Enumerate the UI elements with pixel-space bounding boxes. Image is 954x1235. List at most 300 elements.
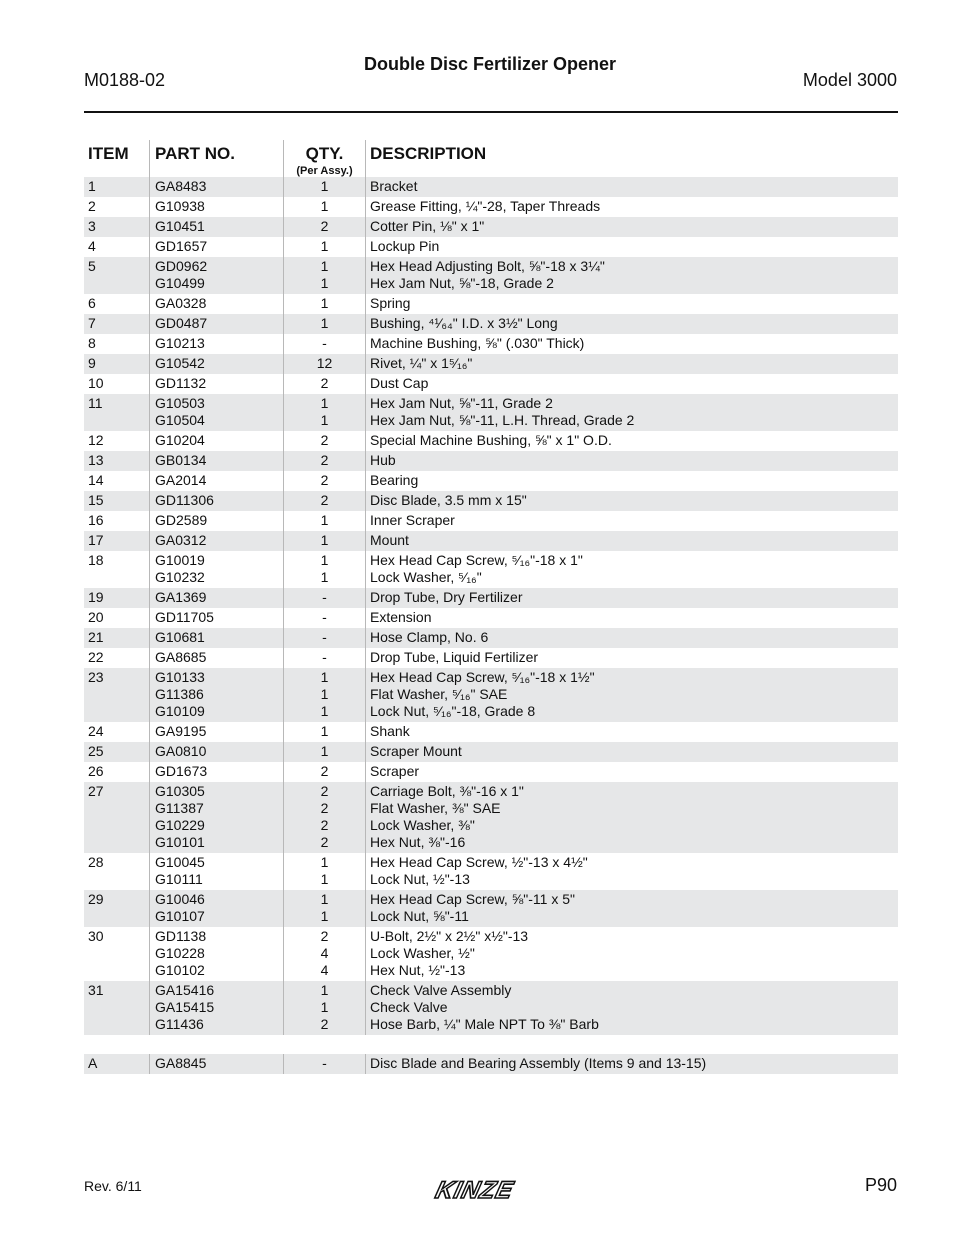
description-cell <box>365 551 898 588</box>
item-cell <box>84 853 149 890</box>
part-no-cell-line: GA15416 <box>155 982 215 998</box>
description-cell-line: Disc Blade and Bearing Assembly (Items 9 and 13-15) <box>370 1055 707 1071</box>
description-cell <box>365 237 898 257</box>
item-cell <box>84 608 149 628</box>
part-no-cell <box>149 782 283 853</box>
table-row <box>84 762 898 782</box>
part-no-cell-line: G10504 <box>155 412 205 428</box>
item-cell-line: 14 <box>88 472 104 488</box>
description-cell-line: Bushing, ⁴¹⁄₆₄" I.D. x 3½" Long <box>370 315 558 331</box>
page-number: P90 <box>864 1175 897 1195</box>
description-cell-line: Inner Scraper <box>370 512 455 528</box>
table-row <box>84 431 898 451</box>
part-no-cell-line: GD1132 <box>155 375 207 391</box>
qty-cell-line: 2 <box>320 817 329 833</box>
description-cell-line: Hose Barb, ¼" Male NPT To ⅜" Barb <box>370 1016 599 1032</box>
description-cell <box>365 374 898 394</box>
table-row <box>84 853 898 890</box>
description-cell-line: Check Valve Assembly <box>370 982 512 998</box>
item-cell-line: 1 <box>88 178 96 194</box>
part-no-cell-line: GA8685 <box>155 649 207 665</box>
qty-cell-line: 1 <box>320 552 329 568</box>
item-cell <box>84 722 149 742</box>
table-row <box>84 1054 898 1074</box>
part-no-cell <box>149 294 283 314</box>
table-row <box>84 927 898 981</box>
description-cell-line: Flat Washer, ⁵⁄₁₆" SAE <box>370 686 508 702</box>
header-rule <box>84 111 898 113</box>
qty-cell <box>283 853 365 890</box>
table-row <box>84 314 898 334</box>
description-cell <box>365 197 898 217</box>
part-no-cell-line: G10232 <box>155 569 205 585</box>
part-no-cell-line: G10305 <box>155 783 205 799</box>
table-row <box>84 511 898 531</box>
part-no-cell <box>149 722 283 742</box>
table-row <box>84 354 898 374</box>
item-cell-line: 15 <box>88 492 104 508</box>
part-no-cell <box>149 762 283 782</box>
item-cell-line: 29 <box>88 891 104 907</box>
item-cell-line: 31 <box>88 982 104 998</box>
description-cell-line: Cotter Pin, ⅛" x 1" <box>370 218 485 234</box>
description-cell-line: Hex Head Cap Screw, ½"-13 x 4½" <box>370 854 588 870</box>
table-row <box>84 551 898 588</box>
description-cell-line: U-Bolt, 2½" x 2½" x½"-13 <box>370 928 529 944</box>
table-row <box>84 531 898 551</box>
part-no-cell <box>149 588 283 608</box>
description-cell <box>365 722 898 742</box>
description-cell-line: Machine Bushing, ⅝" (.030" Thick) <box>370 335 585 351</box>
description-cell-line: Hex Jam Nut, ⅝"-11, Grade 2 <box>370 395 553 411</box>
part-no-cell-line: GD11705 <box>155 609 214 625</box>
part-no-cell <box>149 531 283 551</box>
part-no-cell-line: GA9195 <box>155 723 207 739</box>
qty-cell-line: 1 <box>320 891 329 907</box>
table-row <box>84 471 898 491</box>
part-no-cell-line: GA0328 <box>155 295 207 311</box>
part-no-cell <box>149 742 283 762</box>
table-row <box>84 722 898 742</box>
part-no-cell-line: G10204 <box>155 432 205 448</box>
qty-cell-line: 1 <box>320 743 329 759</box>
item-cell <box>84 334 149 354</box>
qty-cell <box>283 927 365 981</box>
qty-cell-line: 1 <box>320 412 329 428</box>
item-cell-line: 11 <box>88 395 103 411</box>
description-cell-line: Mount <box>370 532 409 548</box>
item-cell <box>84 471 149 491</box>
qty-cell-line: - <box>322 649 327 665</box>
column-header-part-no: PART NO. <box>149 140 283 177</box>
item-cell-line: 2 <box>88 198 96 214</box>
part-no-cell <box>149 431 283 451</box>
item-cell <box>84 431 149 451</box>
item-cell-line: 8 <box>88 335 96 351</box>
table-row <box>84 648 898 668</box>
part-no-cell-line: GD11306 <box>155 492 214 508</box>
qty-cell <box>283 551 365 588</box>
part-no-cell <box>149 197 283 217</box>
part-no-cell <box>149 394 283 431</box>
item-cell <box>84 394 149 431</box>
description-cell-line: Drop Tube, Dry Fertilizer <box>370 589 523 605</box>
item-cell-line: 20 <box>88 609 104 625</box>
part-no-cell-line: G10109 <box>155 703 205 719</box>
qty-cell <box>283 531 365 551</box>
description-cell-line: Lock Nut, ⅝"-11 <box>370 908 469 924</box>
description-cell <box>365 531 898 551</box>
item-cell-line: 27 <box>88 783 104 799</box>
table-row <box>84 588 898 608</box>
qty-cell <box>283 588 365 608</box>
qty-cell-line: 1 <box>320 295 329 311</box>
item-cell-line: 6 <box>88 295 96 311</box>
description-cell-line: Hex Head Cap Screw, ⁵⁄₁₆"-18 x 1½" <box>370 669 595 685</box>
assembly-table-body <box>84 1054 898 1074</box>
part-no-cell <box>149 981 283 1035</box>
revision-label: Rev. 6/11 <box>84 1178 142 1194</box>
part-no-cell-line: GA8483 <box>155 178 207 194</box>
item-cell-line: 7 <box>88 315 96 331</box>
part-no-cell <box>149 177 283 197</box>
qty-cell-line: 1 <box>320 686 329 702</box>
description-cell-line: Bracket <box>370 178 418 194</box>
item-cell-line: 18 <box>88 552 104 568</box>
description-cell-line: Hex Head Adjusting Bolt, ⅝"-18 x 3¼" <box>370 258 605 274</box>
part-no-cell-line: G10107 <box>155 908 205 924</box>
description-cell-line: Hex Jam Nut, ⅝"-18, Grade 2 <box>370 275 554 291</box>
page-title: Double Disc Fertilizer Opener <box>363 54 617 74</box>
part-no-cell-line: G10503 <box>155 395 205 411</box>
description-cell-line: Hex Nut, ½"-13 <box>370 962 466 978</box>
part-no-cell-line: G10133 <box>155 669 205 685</box>
description-cell <box>365 217 898 237</box>
qty-cell <box>283 628 365 648</box>
item-cell-line: 5 <box>88 258 96 274</box>
qty-cell-line: 1 <box>320 723 329 739</box>
part-no-cell-line: GA0810 <box>155 743 207 759</box>
qty-cell <box>283 237 365 257</box>
description-cell <box>365 394 898 431</box>
qty-cell-line: 1 <box>320 871 329 887</box>
table-row <box>84 294 898 314</box>
part-no-cell <box>149 668 283 722</box>
item-cell-line: 24 <box>88 723 104 739</box>
part-no-cell <box>149 471 283 491</box>
description-cell-line: Hex Head Cap Screw, ⁵⁄₁₆"-18 x 1" <box>370 552 583 568</box>
part-no-cell-line: G11436 <box>155 1016 204 1032</box>
description-cell <box>365 314 898 334</box>
description-cell <box>365 628 898 648</box>
qty-cell <box>283 511 365 531</box>
part-no-cell <box>149 257 283 294</box>
part-no-cell-line: G11387 <box>155 800 204 816</box>
model-label: Model 3000 <box>802 70 897 90</box>
item-cell <box>84 551 149 588</box>
qty-cell-line: 4 <box>320 962 329 978</box>
qty-cell <box>283 668 365 722</box>
qty-cell-line: 2 <box>320 432 329 448</box>
description-cell <box>365 471 898 491</box>
qty-cell <box>283 491 365 511</box>
logo-text: KINZE <box>432 1177 517 1204</box>
item-cell-line: 17 <box>88 532 104 548</box>
description-cell <box>365 853 898 890</box>
table-row <box>84 491 898 511</box>
part-no-cell-line: GA2014 <box>155 472 207 488</box>
part-no-cell-line: G10229 <box>155 817 205 833</box>
description-cell-line: Spring <box>370 295 411 311</box>
part-no-cell <box>149 648 283 668</box>
part-no-cell <box>149 237 283 257</box>
part-no-cell <box>149 1054 283 1074</box>
part-no-cell-line: GD1138 <box>155 928 207 944</box>
qty-cell <box>283 1054 365 1074</box>
item-cell <box>84 294 149 314</box>
item-cell-line: 4 <box>88 238 96 254</box>
qty-cell-line: - <box>322 589 327 605</box>
qty-cell <box>283 762 365 782</box>
qty-cell-line: 1 <box>320 669 329 685</box>
kinze-logo <box>430 1175 550 1205</box>
item-cell-line: 12 <box>88 432 104 448</box>
part-no-cell-line: G10111 <box>155 871 203 887</box>
qty-cell <box>283 890 365 927</box>
item-cell-line: 10 <box>88 375 104 391</box>
description-cell <box>365 511 898 531</box>
description-cell <box>365 668 898 722</box>
qty-cell-line: 2 <box>320 492 329 508</box>
qty-cell-line: 1 <box>320 258 329 274</box>
description-cell-line: Drop Tube, Liquid Fertilizer <box>370 649 539 665</box>
item-cell <box>84 451 149 471</box>
qty-cell-line: 1 <box>320 999 329 1015</box>
description-cell-line: Disc Blade, 3.5 mm x 15" <box>370 492 527 508</box>
description-cell <box>365 981 898 1035</box>
description-cell <box>365 890 898 927</box>
part-no-cell-line: GD0962 <box>155 258 208 274</box>
description-cell <box>365 742 898 762</box>
part-no-cell <box>149 314 283 334</box>
description-cell-line: Scraper <box>370 763 420 779</box>
qty-cell-line: 2 <box>320 800 329 816</box>
part-no-cell-line: G10213 <box>155 335 205 351</box>
description-cell <box>365 762 898 782</box>
table-row <box>84 608 898 628</box>
description-cell-line: Lock Washer, ⁵⁄₁₆" <box>370 569 482 585</box>
item-cell-line: 22 <box>88 649 104 665</box>
qty-cell <box>283 197 365 217</box>
description-cell-line: Lock Nut, ½"-13 <box>370 871 470 887</box>
part-no-cell-line: G10102 <box>155 962 205 978</box>
column-header-qty <box>283 140 365 177</box>
description-cell <box>365 588 898 608</box>
qty-cell <box>283 374 365 394</box>
item-cell-line: 19 <box>88 589 104 605</box>
qty-cell-line: 2 <box>320 928 329 944</box>
description-cell <box>365 451 898 471</box>
table-row <box>84 981 898 1035</box>
description-cell-line: Hub <box>370 452 396 468</box>
qty-cell <box>283 217 365 237</box>
part-no-cell-line: GA0312 <box>155 532 207 548</box>
part-no-cell <box>149 491 283 511</box>
qty-cell <box>283 177 365 197</box>
description-cell-line: Hex Head Cap Screw, ⅝"-11 x 5" <box>370 891 575 907</box>
qty-cell-line: 1 <box>320 569 329 585</box>
table-row <box>84 782 898 853</box>
description-cell-line: Scraper Mount <box>370 743 462 759</box>
qty-header-label: QTY. <box>305 144 344 163</box>
qty-cell-line: 2 <box>320 763 329 779</box>
part-no-cell-line: G10045 <box>155 854 205 870</box>
description-cell-line: Lock Nut, ⁵⁄₁₆"-18, Grade 8 <box>370 703 536 719</box>
description-cell <box>365 294 898 314</box>
part-no-cell-line: GD1657 <box>155 238 208 254</box>
part-no-cell-line: GD1673 <box>155 763 208 779</box>
part-no-cell-line: G10101 <box>155 834 205 850</box>
item-cell-line: 21 <box>88 629 104 645</box>
qty-cell-line: - <box>322 629 327 645</box>
description-cell <box>365 608 898 628</box>
part-no-cell-line: G10681 <box>155 629 205 645</box>
description-cell-line: Special Machine Bushing, ⅝" x 1" O.D. <box>370 432 612 448</box>
qty-cell <box>283 314 365 334</box>
item-cell <box>84 1054 149 1074</box>
part-no-cell-line: GD0487 <box>155 315 208 331</box>
description-cell-line: Hose Clamp, No. 6 <box>370 629 489 645</box>
table-row <box>84 628 898 648</box>
item-cell <box>84 981 149 1035</box>
item-cell <box>84 237 149 257</box>
item-cell <box>84 511 149 531</box>
qty-cell <box>283 354 365 374</box>
description-cell-line: Flat Washer, ⅜" SAE <box>370 800 501 816</box>
part-no-cell-line: G10542 <box>155 355 205 371</box>
qty-cell-line: 2 <box>320 452 329 468</box>
qty-cell-line: 2 <box>320 834 329 850</box>
qty-cell <box>283 257 365 294</box>
part-no-cell-line: G10938 <box>155 198 205 214</box>
table-row <box>84 334 898 354</box>
item-cell-line: 9 <box>88 355 96 371</box>
parts-table <box>84 140 898 1074</box>
item-cell-line: 25 <box>88 743 104 759</box>
qty-cell-line: 1 <box>320 178 329 194</box>
table-row <box>84 257 898 294</box>
qty-cell-line: 1 <box>320 908 329 924</box>
part-no-cell-line: G10046 <box>155 891 205 907</box>
part-no-cell-line: G10228 <box>155 945 205 961</box>
qty-cell-line: 1 <box>320 703 329 719</box>
description-cell-line: Hex Jam Nut, ⅝"-11, L.H. Thread, Grade 2 <box>370 412 635 428</box>
item-cell <box>84 257 149 294</box>
table-row <box>84 177 898 197</box>
part-no-cell <box>149 628 283 648</box>
qty-cell-line: - <box>322 609 327 625</box>
description-cell-line: Bearing <box>370 472 419 488</box>
qty-cell-line: 1 <box>320 854 329 870</box>
description-cell <box>365 1054 898 1074</box>
description-cell <box>365 334 898 354</box>
description-cell-line: Shank <box>370 723 410 739</box>
description-cell-line: Lock Washer, ⅜" <box>370 817 475 833</box>
table-row <box>84 742 898 762</box>
part-no-cell-line: G10451 <box>155 218 205 234</box>
item-cell-line: 13 <box>88 452 104 468</box>
qty-cell <box>283 451 365 471</box>
qty-cell-line: 1 <box>320 238 329 254</box>
item-cell <box>84 668 149 722</box>
qty-cell <box>283 742 365 762</box>
description-cell <box>365 491 898 511</box>
part-no-cell-line: G10499 <box>155 275 205 291</box>
item-cell-line: 28 <box>88 854 104 870</box>
item-cell <box>84 374 149 394</box>
part-no-cell <box>149 551 283 588</box>
part-no-cell <box>149 890 283 927</box>
qty-cell-line: 4 <box>320 945 329 961</box>
item-cell-line: 3 <box>88 218 96 234</box>
description-cell-line: Lockup Pin <box>370 238 440 254</box>
part-no-cell-line: GA8845 <box>155 1055 207 1071</box>
qty-cell-line: 1 <box>320 982 329 998</box>
qty-cell <box>283 782 365 853</box>
table-header <box>84 140 898 177</box>
qty-cell-line: 12 <box>316 355 333 371</box>
description-cell-line: Grease Fitting, ¼"-28, Taper Threads <box>370 198 601 214</box>
item-cell <box>84 762 149 782</box>
item-cell <box>84 588 149 608</box>
item-cell-line: 16 <box>88 512 104 528</box>
column-header-item: ITEM <box>88 144 129 163</box>
item-cell <box>84 890 149 927</box>
description-cell-line: Carriage Bolt, ⅜"-16 x 1" <box>370 783 524 799</box>
qty-cell <box>283 431 365 451</box>
table-row <box>84 890 898 927</box>
description-cell-line: Rivet, ¼" x 1⁵⁄₁₆" <box>370 355 473 371</box>
item-cell <box>84 782 149 853</box>
column-header-description: DESCRIPTION <box>365 140 898 177</box>
qty-cell <box>283 471 365 491</box>
part-no-cell-line: GD2589 <box>155 512 208 528</box>
qty-cell <box>283 334 365 354</box>
qty-cell <box>283 648 365 668</box>
qty-cell-line: 1 <box>320 512 329 528</box>
table-spacer <box>84 1035 898 1054</box>
description-cell <box>365 177 898 197</box>
part-no-cell <box>149 354 283 374</box>
part-no-cell-line: GA15415 <box>155 999 215 1015</box>
qty-cell-line: 2 <box>320 472 329 488</box>
item-cell <box>84 742 149 762</box>
part-no-cell <box>149 217 283 237</box>
item-cell <box>84 197 149 217</box>
table-body <box>84 177 898 1035</box>
qty-cell-line: - <box>322 1055 327 1071</box>
table-row <box>84 237 898 257</box>
qty-cell <box>283 722 365 742</box>
part-no-cell <box>149 511 283 531</box>
qty-cell-line: 2 <box>320 1016 329 1032</box>
item-cell <box>84 648 149 668</box>
description-cell <box>365 431 898 451</box>
item-cell-line: A <box>88 1055 98 1071</box>
qty-cell <box>283 608 365 628</box>
qty-cell-line: 2 <box>320 218 329 234</box>
item-cell-line: 30 <box>88 928 104 944</box>
